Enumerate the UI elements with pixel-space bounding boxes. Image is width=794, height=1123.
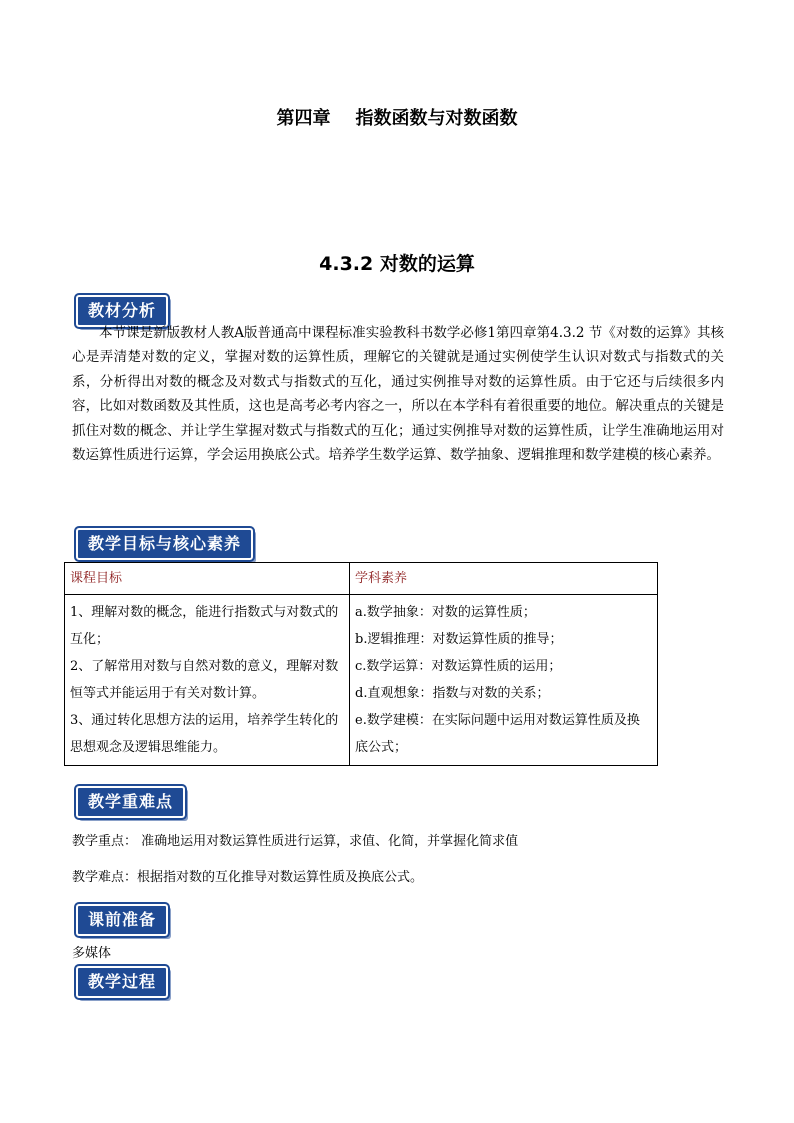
badge-analysis: 教材分析	[76, 295, 168, 327]
goal-item: 3、通过转化思想方法的运用，培养学生转化的思想观念及逻辑思维能力。	[70, 713, 339, 755]
section-title: 4.3.2 对数的运算	[319, 253, 475, 275]
literacy-item: d.直观想象：指数与对数的关系；	[355, 686, 550, 701]
prep-text: 多媒体	[72, 946, 112, 961]
chapter-title: 第四章 指数函数与对数函数	[276, 108, 518, 129]
key-point-text: 教学重点： 准确地运用对数运算性质进行运算，求值、化简，并掌握化简求值	[72, 834, 519, 849]
difficulty-text: 教学难点：根据指对数的互化推导对数运算性质及换底公式。	[72, 870, 424, 885]
literacy-item: c.数学运算：对数运算性质的运用；	[355, 659, 562, 674]
badge-prep: 课前准备	[76, 904, 168, 936]
table-row	[65, 595, 658, 766]
header-literacy: 学科素养	[350, 563, 658, 595]
goal-item: 1、理解对数的概念，能进行指数式与对数式的互化；	[70, 605, 339, 647]
table-header-row	[65, 563, 658, 595]
badge-keypoints: 教学重难点	[76, 786, 185, 818]
badge-process: 教学过程	[76, 966, 168, 998]
analysis-paragraph: 本节课是新版教材人教A版普通高中课程标准实验教科书数学必修1第四章第4.3.2 节《对数的运算》其核心是弄清楚对数的定义，掌握对数的运算性质，理解它的关键就是通过实例使学生认识对数式与指数式的关系，分析得出对数的概念及对数式与指数式的互化，通过实例推导对数的运算性质。由于它还与后续很多内容，比如对数函数及其性质，这也是高考必考内容之一，所以在本学科有着很重要的地位。解决重点的关键是抓住对数的概念、并让学生掌握对数式与指数式的互化；通过实例推导对数的运算性质，让学生准确地运用对数运算性质进行运算，学会运用换底公式。培养学生数学运算、数学抽象、逻辑推理和数学建模的核心素养。	[72, 325, 724, 464]
literacy-cell	[350, 595, 658, 766]
goals-table	[64, 562, 658, 766]
literacy-item: e.数学建模：在实际问题中运用对数运算性质及换底公式；	[355, 713, 640, 755]
course-goals-cell	[65, 595, 350, 766]
badge-goals: 教学目标与核心素养	[76, 528, 253, 560]
literacy-item: b.逻辑推理：对数运算性质的推导；	[355, 632, 563, 647]
header-course-goals: 课程目标	[65, 563, 350, 595]
goal-item: 2、了解常用对数与自然对数的意义，理解对数恒等式并能运用于有关对数计算。	[70, 659, 339, 701]
literacy-item: a.数学抽象：对数的运算性质；	[355, 605, 536, 620]
